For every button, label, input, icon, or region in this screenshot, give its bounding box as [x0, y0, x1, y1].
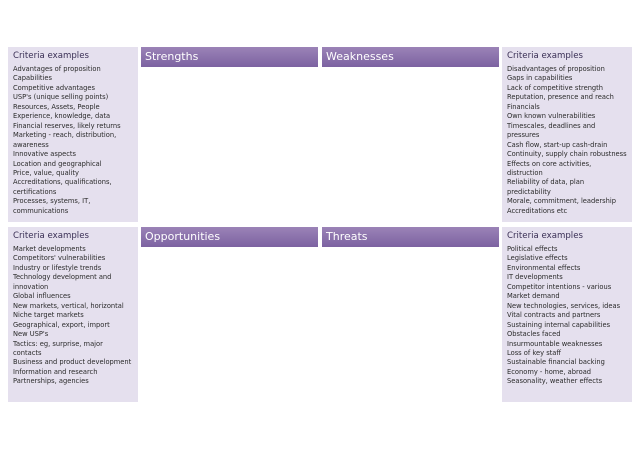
- criteria-item: Sustaining internal capabilities: [507, 320, 611, 329]
- criteria-item: Obstacles faced: [507, 330, 561, 339]
- criteria-item: USP's (unique selling points): [13, 93, 109, 102]
- criteria-item: Experience, knowledge, data: [13, 112, 111, 121]
- criteria-item: innovation: [13, 282, 49, 291]
- criteria-item: Reputation, presence and reach: [507, 93, 614, 102]
- criteria-item: Gaps in capabilities: [507, 74, 573, 83]
- weaknesses-area[interactable]: [322, 67, 499, 222]
- criteria-item: Marketing - reach, distribution,: [13, 131, 117, 140]
- criteria-item: Industry or lifestyle trends: [13, 263, 102, 272]
- strengths-area[interactable]: [141, 67, 318, 222]
- criteria-panel-threats: [502, 227, 632, 402]
- criteria-item: Own known vulnerabilities: [507, 112, 596, 121]
- criteria-item: Loss of key staff: [507, 348, 562, 357]
- criteria-item: Effects on core activities, distruction: [507, 159, 592, 177]
- criteria-panel-weaknesses: [502, 47, 632, 222]
- criteria-item: Disadvantages of proposition: [507, 65, 605, 73]
- criteria-list: [13, 65, 133, 216]
- criteria-item: Cash flow, start-up cash-drain: [507, 140, 608, 149]
- weaknesses-header: Weaknesses: [322, 47, 499, 67]
- threats-area[interactable]: [322, 247, 499, 402]
- criteria-item: Timescales, deadlines and pressures: [507, 121, 596, 140]
- strengths-header: Strengths: [141, 47, 318, 67]
- criteria-item: Financials: [507, 102, 540, 111]
- criteria-item: Environmental effects: [507, 263, 581, 272]
- criteria-item: Global influences: [13, 292, 71, 301]
- criteria-item: Innovative aspects: [13, 150, 76, 159]
- criteria-item: Morale, commitment, leadership: [507, 197, 616, 206]
- criteria-list: [507, 245, 627, 387]
- criteria-item: Capabilities: [13, 74, 53, 83]
- criteria-item: Lack of competitive strength: [507, 83, 604, 92]
- criteria-item: New USP's: [13, 330, 49, 339]
- opportunities-header: Opportunities: [141, 227, 318, 247]
- criteria-title: Criteria examples: [13, 231, 89, 241]
- criteria-item: awareness: [13, 140, 49, 149]
- criteria-list: [13, 245, 133, 387]
- criteria-item: Processes, systems, IT,: [13, 197, 91, 206]
- criteria-item: New markets, vertical, horizontal: [13, 301, 124, 310]
- criteria-item: Competitor intentions - various: [507, 282, 612, 291]
- criteria-title: Criteria examples: [507, 51, 583, 61]
- criteria-item: Continuity, supply chain robustness: [507, 150, 627, 159]
- criteria-item: Reliability of data, plan predictability: [507, 178, 585, 196]
- threats-header: Threats: [322, 227, 499, 247]
- criteria-item: certifications: [13, 187, 57, 196]
- criteria-item: Legislative effects: [507, 254, 568, 263]
- criteria-item: Accreditations, qualifications,: [13, 178, 112, 187]
- criteria-item: Sustainable financial backing: [507, 358, 605, 367]
- criteria-item: Technology development and: [13, 273, 112, 282]
- criteria-title: Criteria examples: [507, 231, 583, 241]
- criteria-item: IT developments: [507, 273, 563, 282]
- criteria-item: Financial reserves, likely returns: [13, 121, 121, 130]
- criteria-item: Competitors' vulnerabilities: [13, 254, 106, 263]
- criteria-item: Advantages of proposition: [13, 65, 101, 73]
- criteria-item: New technologies, services, ideas: [507, 301, 621, 310]
- criteria-panel-opportunities: [8, 227, 138, 402]
- criteria-item: Seasonality, weather effects: [507, 377, 603, 386]
- criteria-item: Niche target markets: [13, 311, 84, 320]
- criteria-item: Accreditations etc: [507, 206, 568, 215]
- criteria-item: Partnerships, agencies: [13, 377, 89, 386]
- criteria-item: Political effects: [507, 245, 558, 253]
- criteria-item: Competitive advantages: [13, 83, 95, 92]
- criteria-item: Tactics: eg, surprise, major contacts: [13, 339, 103, 357]
- criteria-item: Market developments: [13, 245, 86, 253]
- criteria-panel-strengths: [8, 47, 138, 222]
- criteria-item: Business and product development: [13, 358, 132, 367]
- criteria-item: communications: [13, 206, 69, 215]
- criteria-item: Economy - home, abroad: [507, 367, 592, 376]
- criteria-item: Vital contracts and partners: [507, 311, 601, 320]
- criteria-item: Price, value, quality: [13, 168, 79, 177]
- criteria-item: Resources, Assets, People: [13, 102, 100, 111]
- criteria-item: Market demand: [507, 292, 560, 301]
- criteria-item: Location and geographical: [13, 159, 102, 168]
- criteria-title: Criteria examples: [13, 51, 89, 61]
- opportunities-area[interactable]: [141, 247, 318, 402]
- criteria-item: Information and research: [13, 367, 98, 376]
- criteria-item: Insurmountable weaknesses: [507, 339, 603, 348]
- criteria-list: [507, 65, 627, 216]
- criteria-item: Geographical, export, import: [13, 320, 110, 329]
